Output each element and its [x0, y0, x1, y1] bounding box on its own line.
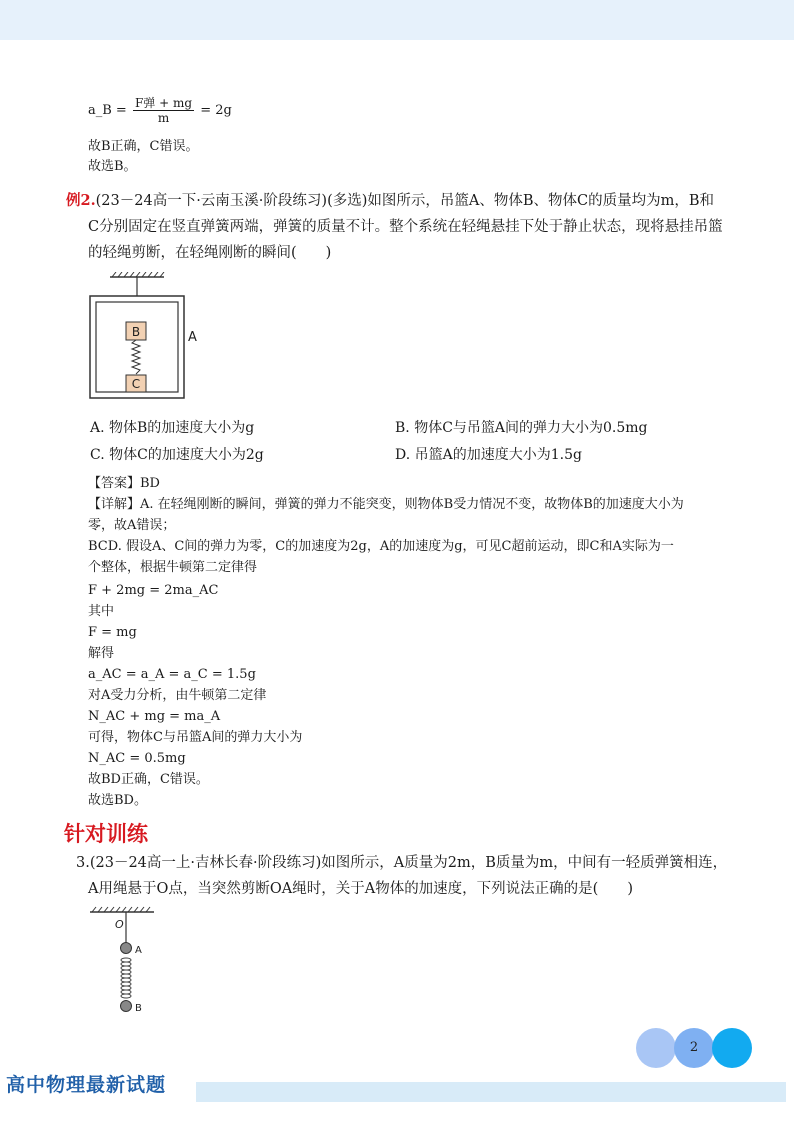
example2-line2: C分别固定在竖直弹簧两端，弹簧的质量不计。整个系统在轻绳悬挂下处于静止状态，现将悬挂吊篮 [88, 219, 723, 235]
conclusion-line: 故B正确，C错误。 [88, 139, 199, 154]
footer-band [196, 1082, 786, 1102]
detail-line: N_AC = 0.5mg [88, 751, 186, 766]
option-c: C. 物体C的加速度大小为2g [90, 447, 264, 463]
block-c-label: C [131, 377, 141, 391]
fraction: $\frac{\text{F弹 + mg}}{m}$ [134, 96, 193, 125]
example2-line3: 的轻绳剪断，在轻绳刚断的瞬间( ) [88, 245, 332, 261]
example-label: 例2. [66, 192, 96, 209]
option-d: D. 吊篮A的加速度大小为1.5g [395, 447, 582, 463]
detail-line: 故选BD。 [88, 793, 147, 808]
ball-b-label: B [135, 1003, 142, 1014]
section-title: 针对训练 [64, 822, 148, 846]
formula-aB: a_B = $\frac{\text{F弹 + mg}}{m}$ = 2g [88, 96, 232, 125]
choice-line: 故选B。 [88, 159, 137, 174]
detail-line: 对A受力分析，由牛顿第二定律 [88, 688, 267, 703]
basket-a-label: A [188, 330, 197, 345]
basket-spring-figure [88, 272, 218, 404]
detail-line: 可得，物体C与吊篮A间的弹力大小为 [88, 730, 303, 745]
point-o-label: O [115, 918, 124, 931]
problem3-line1: 3.(23－24高一上·吉林长春·阶段练习)如图所示，A质量为2m，B质量为m，中间有一轻质弹簧相连， [76, 855, 728, 871]
detail-line: BCD. 假设A、C间的弹力为零，C的加速度为2g，A的加速度为g，可见C超前运动，即C和A实际为一 [88, 539, 674, 554]
block-b-label: B [131, 325, 141, 339]
page-number: 2 [689, 1040, 699, 1055]
detail-line: 故BD正确，C错误。 [88, 772, 209, 787]
detail-line: 个整体，根据牛顿第二定律得 [88, 560, 258, 575]
detail-line: 零，故A错误； [88, 518, 176, 533]
answer: 【答案】BD [88, 476, 160, 491]
problem3-line2: A用绳悬于O点，当突然剪断OA绳时，关于A物体的加速度，下列说法正确的是( ) [88, 881, 634, 897]
example2-line1: 例2.(23－24高一下·云南玉溪·阶段练习)(多选)如图所示，吊篮A、物体B、物体C的质量均为m，B和 [66, 192, 715, 209]
detail-line: 【详解】A. 在轻绳刚断的瞬间，弹簧的弹力不能突变，则物体B受力情况不变，故物体B的加速度大小为 [88, 497, 684, 512]
detail-line: F = mg [88, 625, 137, 640]
detail-line: 其中 [88, 604, 115, 619]
detail-line: a_AC = a_A = a_C = 1.5g [88, 667, 256, 682]
detail-line: N_AC + mg = ma_A [88, 709, 221, 724]
hanging-spring-figure [88, 906, 198, 1018]
decor-circle [712, 1028, 752, 1068]
option-a: A. 物体B的加速度大小为g [90, 420, 255, 436]
detail-line: F + 2mg = 2ma_AC [88, 583, 219, 598]
footer-brand: 高中物理最新试题 [6, 1074, 167, 1096]
detail-line: 解得 [88, 646, 115, 661]
top-band [0, 0, 794, 40]
decor-circle [636, 1028, 676, 1068]
option-b: B. 物体C与吊篮A间的弹力大小为0.5mg [395, 420, 648, 436]
ball-a-label: A [135, 945, 142, 956]
page-number-circle [674, 1028, 714, 1068]
